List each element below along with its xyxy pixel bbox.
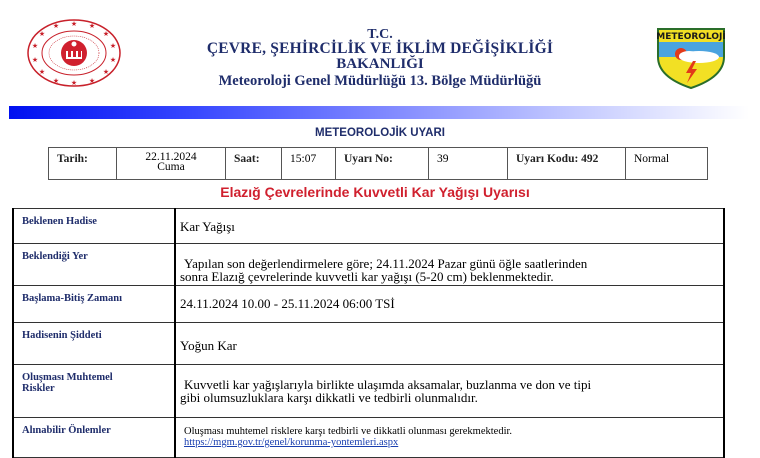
svg-text:★: ★ [70, 79, 78, 87]
svg-text:★: ★ [31, 42, 39, 50]
header-region: Meteoroloji Genel Müdürlüğü 13. Bölge Müdürlüğü [218, 73, 542, 89]
date-value [117, 148, 226, 180]
row-label-expected-place: Beklendiği Yer [13, 244, 175, 286]
warning-no-label: Uyarı No: [336, 148, 429, 180]
expected-place-line2: sonra Elazığ çevrelerinde kuvvetli kar yağışı (5-20 cm) beklenmektedir. [180, 269, 554, 284]
row-value-precautions [175, 418, 724, 458]
row-value-expected-event: Kar Yağışı [175, 209, 724, 244]
risks-line1: Kuvvetli kar yağışlarıyla birlikte ulaşımda aksamalar, buzlanma ve don ve tipi [184, 377, 592, 392]
warning-info-table [48, 147, 708, 180]
row-label-start-end-time: Başlama-Bitiş Zamanı [13, 286, 175, 323]
warning-no-value: 39 [429, 148, 508, 180]
table-row [13, 418, 724, 458]
svg-text:★: ★ [88, 77, 96, 85]
row-label-expected-event: Beklenen Hadise [13, 209, 175, 244]
ministry-seal-icon [26, 18, 122, 88]
alert-title: Elazığ Çevrelerinde Kuvvetli Kar Yağışı Uyarısı [220, 184, 530, 200]
svg-text:★: ★ [38, 30, 46, 38]
precautions-text: Oluşması muhtemel risklere karşı tedbirli ve dikkatli olunması gerekmektedir. [184, 426, 513, 437]
warning-details-table [12, 208, 725, 458]
row-label-precautions: Alınabilir Önlemler [13, 418, 175, 458]
row-label-severity: Hadisenin Şiddeti [13, 323, 175, 365]
row-value-expected-place [175, 244, 724, 286]
time-value: 15:07 [282, 148, 336, 180]
table-row [13, 323, 724, 365]
row-value-start-end-time: 24.11.2024 10.00 - 25.11.2024 06:00 TSİ [175, 286, 724, 323]
svg-text:METEOROLOJİ: METEOROLOJİ [656, 32, 726, 42]
time-label: Saat: [226, 148, 282, 180]
svg-text:★: ★ [38, 68, 46, 76]
table-row [13, 286, 724, 323]
svg-text:★: ★ [88, 22, 96, 30]
svg-text:★: ★ [31, 56, 39, 64]
row-value-risks [175, 365, 724, 418]
risks-label-line2: Riskler [22, 383, 55, 394]
document-title: METEOROLOJİK UYARI [315, 127, 445, 139]
svg-text:★: ★ [109, 42, 117, 50]
header-tc: T.C. [367, 27, 393, 42]
meteoroloji-shield-icon [655, 27, 727, 89]
row-label-risks [13, 365, 175, 418]
table-row [13, 244, 724, 286]
header-divider-bar [9, 106, 749, 119]
warning-code-label: Uyarı Kodu: 492 [508, 148, 626, 180]
header-ministry-line2: BAKANLIĞI [336, 56, 424, 72]
table-row [13, 365, 724, 418]
svg-text:★: ★ [52, 22, 60, 30]
risks-label-line1: Oluşması Muhtemel [22, 372, 113, 383]
expected-place-line1: Yapılan son değerlendirmelere göre; 24.11.2024 Pazar günü öğle saatlerinden [184, 256, 588, 271]
svg-text:★: ★ [102, 68, 110, 76]
warning-level-value: Normal [626, 148, 708, 180]
row-value-severity: Yoğun Kar [175, 323, 724, 365]
svg-text:★: ★ [109, 56, 117, 64]
date-label: Tarih: [49, 148, 117, 180]
header-ministry-line1: ÇEVRE, ŞEHİRCİLİK VE İKLİM DEĞİŞİKLİĞİ [206, 40, 554, 57]
svg-text:★: ★ [70, 20, 78, 28]
precautions-link[interactable]: https://mgm.gov.tr/genel/korunma-yontemleri.aspx [184, 437, 399, 448]
date-text: 22.11.2024 [145, 151, 197, 163]
svg-text:★: ★ [102, 30, 110, 38]
svg-text:★: ★ [52, 77, 60, 85]
table-row [13, 209, 724, 244]
day-text: Cuma [157, 161, 185, 173]
risks-line2: gibi olumsuzluklara karşı dikkatli ve tedbirli olunmalıdır. [180, 390, 478, 405]
